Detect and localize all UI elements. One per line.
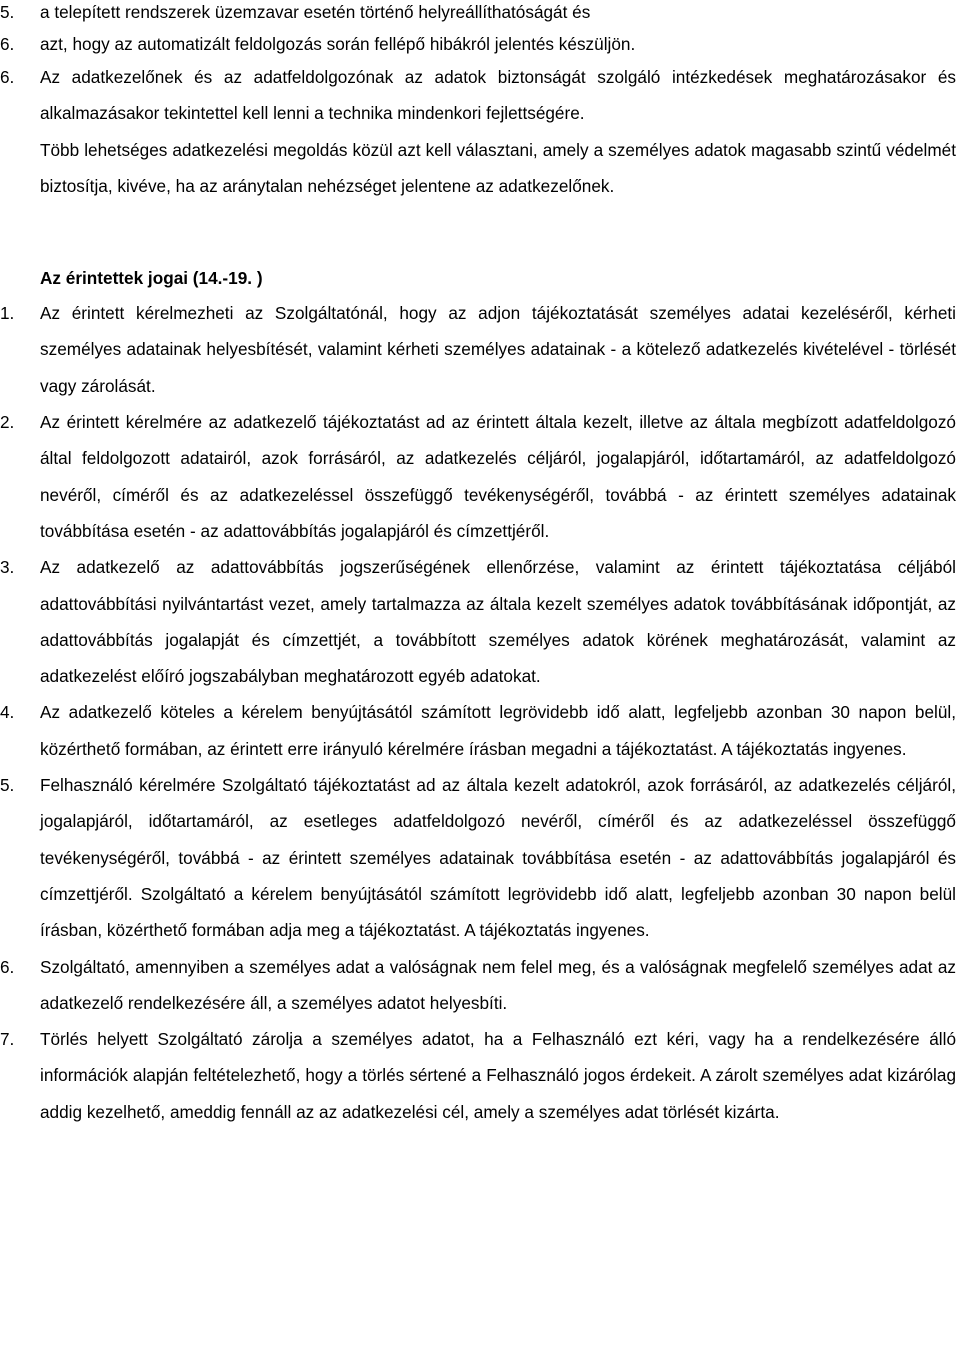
list-number: 5. — [0, 2, 15, 22]
list-text: Az adatkezelőnek és az adatfeldolgozónak az adatok biztonságát szolgáló intézkedések meghatározásakor és alkalmazásakor tekintettel kell lenni a technika mindenkori fejlettségére. — [40, 67, 956, 124]
list-text: Az érintett kérelmezheti az Szolgáltatónál, hogy az adjon tájékoztatását személyes adatai kezeléséről, kérheti személyes adatainak helyesbítését, valamint kérheti személyes adatainak - a kötelező adatkezelés kivételével - törlését vagy zárolását. — [40, 303, 956, 396]
list-item — [0, 30, 960, 59]
list-item — [0, 59, 960, 132]
list-number: 6. — [0, 34, 15, 54]
list-text: azt, hogy az automatizált feldolgozás során fellépő hibákról jelentés készüljön. — [40, 34, 636, 54]
list-number: 3. — [0, 557, 15, 578]
list-text: Törlés helyett Szolgáltató zárolja a személyes adatot, ha a Felhasználó ezt kéri, vagy ha a rendelkezésére álló információk alapján feltételezhető, hogy a törlés sértené a Felhasználó jogos érdekeit. A zárolt személyes adat kizárólag addig kezelhető, ameddig fennáll az az adatkezelési cél, amely a személyes adat törlését kizárta. — [40, 1029, 956, 1122]
list-number: 5. — [0, 775, 15, 796]
list-number: 2. — [0, 412, 15, 433]
list-item — [0, 549, 960, 694]
list-number: 6. — [0, 67, 15, 87]
list-text: Az érintett kérelmére az adatkezelő tájékoztatást ad az érintett általa kezelt, illetve az általa megbízott adatfeldolgozó által feldolgozott adatairól, azok forrásáról, az adatkezelés céljáról, jogalapjáról, időtartamáról, az adatfeldolgozó nevéről, címéről és az adatkezeléssel összefüggő tevékenységéről, továbbá - az érintett személyes adatainak továbbítása esetén - az adattovábbítás jogalapjáról és címzettjéről. — [40, 412, 956, 541]
list-text: Az adatkezelő az adattovábbítás jogszerűségének ellenőrzése, valamint az érintett tájékoztatása céljából adattovábbítási nyilvántartást vezet, amely tartalmazza az általa kezelt személyes adatok továbbításának időpontját, az adattovábbítás jogalapját és címzettjét, a továbbított személyes adatok körének meghatározását, valamint az adatkezelést előíró jogszabályban meghatározott egyéb adatokat. — [40, 557, 956, 687]
list-number: 6. — [0, 956, 15, 977]
list-number: 7. — [0, 1029, 15, 1050]
list-text: a telepített rendszerek üzemzavar esetén történő helyreállíthatóságát és — [40, 2, 591, 22]
section-heading: Az érintettek jogai (14.-19. ) — [40, 268, 263, 289]
list-item — [0, 694, 960, 767]
list-item — [0, 1021, 960, 1130]
list-text: Felhasználó kérelmére Szolgáltató tájékoztatást ad az általa kezelt adatokról, azok forrásáról, az adatkezelés céljáról, jogalapjáról, időtartamáról, az esetleges adatfeldolgozó nevéről, címéről és az adatkezeléssel összefüggő tevékenységéről, továbbá - az érintett személyes adatainak továbbítása esetén - az adattovábbítás jogalapjáról és címzettjéről. Szolgáltató a kérelem benyújtásától számított legrövidebb idő alatt, legfeljebb azonban 30 napon belül írásban, közérthető formában adja meg a tájékoztatást. A tájékoztatás ingyenes. — [40, 775, 956, 941]
body-paragraph: Több lehetséges adatkezelési megoldás közül azt kell választani, amely a személyes adatok magasabb szintű védelmét biztosítja, kivéve, ha az aránytalan nehézséget jelentene az adatkezelőnek. — [40, 139, 956, 196]
list-number: 1. — [0, 303, 15, 324]
list-item — [0, 0, 960, 27]
top-list — [0, 0, 960, 132]
list-item — [0, 767, 960, 948]
list-item — [0, 949, 960, 1022]
list-number: 4. — [0, 702, 15, 723]
list-item — [0, 404, 960, 549]
list-text: Szolgáltató, amennyiben a személyes adat a valóságnak nem felel meg, és a valóságnak megfelelő személyes adat az adatkezelő rendelkezésére áll, a személyes adatot helyesbíti. — [40, 956, 956, 1013]
list-text: Az adatkezelő köteles a kérelem benyújtásától számított legrövidebb idő alatt, legfeljebb azonban 30 napon belül, közérthető formában, az érintett erre irányuló kérelmére írásban megadni a tájékoztatást. A tájékoztatás ingyenes. — [40, 702, 956, 759]
rights-list — [0, 295, 960, 1130]
list-item — [0, 295, 960, 404]
